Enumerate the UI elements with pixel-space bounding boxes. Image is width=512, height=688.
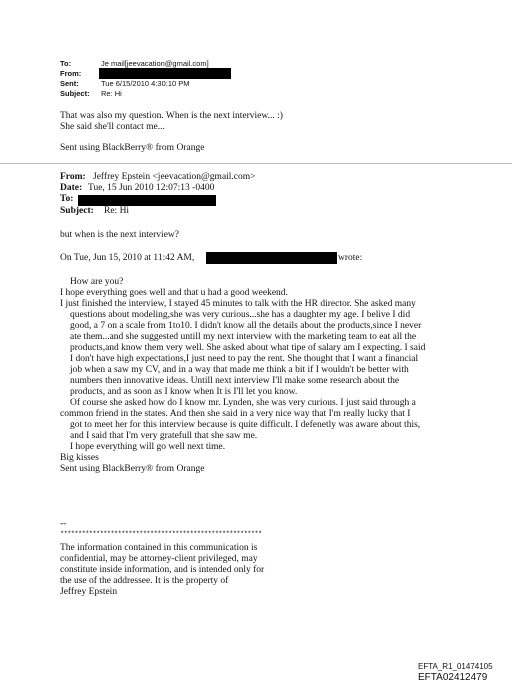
date-label: Date: bbox=[60, 183, 83, 193]
reply1-signature: Sent using BlackBerry® from Orange bbox=[60, 143, 205, 153]
message-line: ate them...and she suggested untill my next interview with the marketing team to eat all the bbox=[70, 332, 417, 342]
redaction-from bbox=[99, 68, 231, 79]
message-line: got to meet her for this interview because is quite difficult. I defenetly was aware about this, bbox=[70, 420, 421, 430]
message-line: numbers then innovative ideas. Untill next interview I'll make some research about the bbox=[70, 376, 400, 386]
disclaimer-line: The information contained in this communication is bbox=[60, 543, 258, 553]
question-line: but when is the next interview? bbox=[60, 230, 179, 240]
quote-intro-prefix: On Tue, Jun 15, 2010 at 11:42 AM, bbox=[60, 253, 195, 263]
disclaimer-line: the use of the addressee. It is the property of bbox=[60, 576, 229, 586]
message-line: good, a 7 on a scale from 1to10. I didn't know all the details about the products,since I never bbox=[70, 321, 422, 331]
message-line: I just finished the interview, I stayed 45 minutes to talk with the HR director. She asked many bbox=[60, 299, 416, 309]
footer-id-2: EFTA02412479 bbox=[418, 672, 488, 683]
message-line: products,and know them very well. She asked about what tipe of salary am I expecting. I said bbox=[70, 343, 426, 353]
subject-label: Subject: bbox=[60, 89, 90, 98]
message-line: How are you? bbox=[70, 277, 124, 287]
reply1-line-2: She said she'll contact me... bbox=[60, 122, 165, 132]
message-line: Of course she asked how do I know mr. Lynden, she was very curious. I just said through a bbox=[70, 398, 416, 408]
signature-stars: ******************************************************** bbox=[60, 531, 262, 539]
message-line: I hope everything will go well next time. bbox=[70, 442, 226, 452]
sent-value: Tue 6/15/2010 4:30:10 PM bbox=[101, 79, 190, 88]
disclaimer-line: Jeffrey Epstein bbox=[60, 587, 118, 597]
date-value: Tue, 15 Jun 2010 12:07:13 -0400 bbox=[88, 183, 215, 193]
message-line: products, and as soon as I know when It is I'll let you know. bbox=[70, 387, 298, 397]
to-label: To: bbox=[60, 59, 72, 68]
message-line: Sent using BlackBerry® from Orange bbox=[60, 464, 205, 474]
message-line: I hope everything goes well and that u had a good weekend. bbox=[60, 288, 288, 298]
divider bbox=[0, 163, 512, 164]
message-line: I don't have high expectations,I just need to pay the rent. She thought that I want a financial bbox=[70, 354, 419, 364]
from-label-2: From: bbox=[60, 172, 86, 182]
subject-value-2: Re: Hi bbox=[104, 206, 130, 216]
redaction-sender bbox=[206, 252, 337, 264]
from-value-2: Jeffrey Epstein <jeevacation@gmail.com> bbox=[93, 172, 256, 182]
disclaimer-line: confidential, may be attorney-client privileged, may bbox=[60, 554, 258, 564]
message-line: common friend in the states. And then she said in a very nice way that I'm really lucky that I bbox=[60, 409, 411, 419]
from-label: From: bbox=[60, 69, 82, 78]
subject-label-2: Subject: bbox=[60, 206, 94, 216]
message-line: job when a saw my CV, and in a way that made me think a bit if I wouldn't be better with bbox=[70, 365, 409, 375]
quote-intro-suffix: wrote: bbox=[338, 253, 363, 263]
subject-value: Re: Hi bbox=[101, 89, 122, 98]
reply1-line-1: That was also my question. When is the next interview... :) bbox=[60, 111, 283, 121]
footer-id-1: EFTA_R1_01474105 bbox=[418, 662, 493, 671]
to-label-2: To: bbox=[60, 194, 74, 204]
message-line: Big kisses bbox=[60, 453, 99, 463]
to-value: Je mail[jeevacation@gmail.com] bbox=[101, 59, 209, 68]
message-line: and I said that I'm very gratefull that she saw me. bbox=[70, 431, 258, 441]
signature-dashes: -- bbox=[60, 519, 67, 529]
message-line: questions about modeling,she was very curious...she has a daughter my age. I belive I did bbox=[70, 310, 411, 320]
redaction-to bbox=[78, 195, 216, 206]
disclaimer-line: constitute inside information, and is intended only for bbox=[60, 565, 265, 575]
sent-label: Sent: bbox=[60, 79, 79, 88]
